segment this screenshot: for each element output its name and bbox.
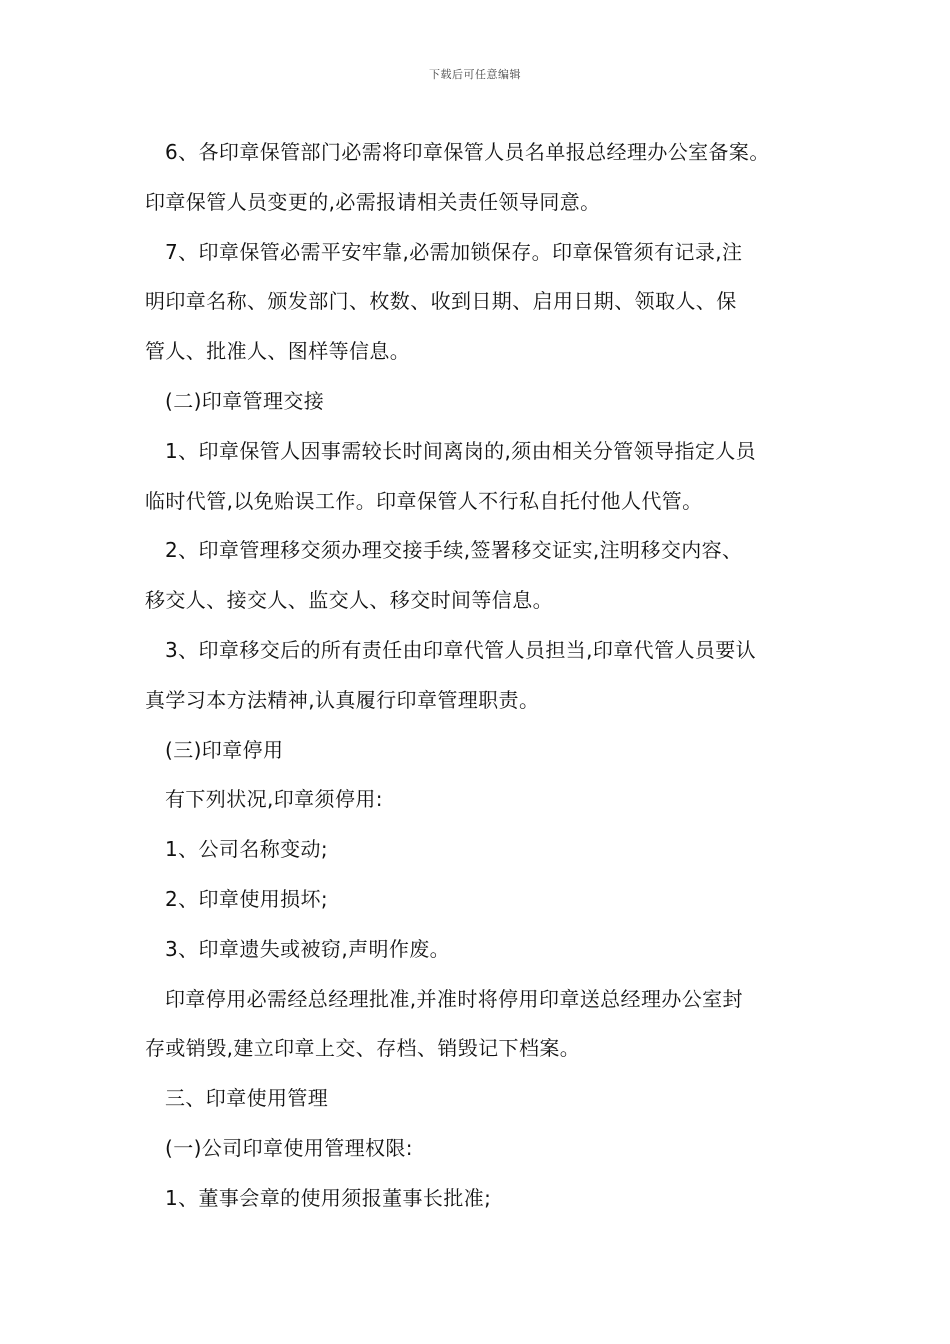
paragraph-4: [145, 427, 835, 527]
paragraph-line: (二)印章管理交接: [165, 388, 325, 413]
paragraph-line: 印章保管人员变更的,必需报请相关责任领导同意。: [145, 189, 601, 214]
paragraph-line: 3、印章移交后的所有责任由印章代管人员担当,印章代管人员要认: [165, 637, 757, 662]
paragraph-line: 7、印章保管必需平安牢靠,必需加锁保存。印章保管须有记录,注: [165, 239, 743, 264]
document-body: [145, 128, 835, 1224]
page-header: 下载后可任意编辑: [429, 68, 521, 81]
paragraph-line: 2、印章使用损坏;: [165, 886, 329, 911]
paragraph-5: [145, 526, 835, 626]
paragraph-line: 管人、批准人、图样等信息。: [145, 339, 411, 364]
section-heading-handover: [145, 377, 835, 427]
list-item: [145, 925, 835, 975]
paragraph-line: 印章停用必需经总经理批准,并准时将停用印章送总经理办公室封: [165, 986, 743, 1011]
paragraph-line: 1、董事会章的使用须报董事长批准;: [165, 1185, 492, 1210]
list-item: [145, 825, 835, 875]
paragraph-line: (一)公司印章使用管理权限:: [165, 1135, 413, 1160]
paragraph-6: [145, 626, 835, 726]
paragraph-line: (三)印章停用: [165, 737, 284, 762]
section-heading-deactivation: [145, 726, 835, 776]
paragraph-2: [145, 228, 835, 377]
paragraph-line: 1、印章保管人因事需较长时间离岗的,须由相关分管领导指定人员: [165, 438, 757, 463]
paragraph-line: 3、印章遗失或被窃,声明作废。: [165, 936, 451, 961]
paragraph-line: 三、印章使用管理: [165, 1086, 329, 1111]
paragraph-line: 明印章名称、颁发部门、枚数、收到日期、启用日期、领取人、保: [145, 289, 737, 314]
paragraph-line: 真学习本方法精神,认真履行印章管理职责。: [145, 687, 540, 712]
paragraph-12: [145, 975, 835, 1075]
paragraph-1: [145, 128, 835, 228]
subsection-heading-authority: [145, 1124, 835, 1174]
paragraph-line: 2、印章管理移交须办理交接手续,签署移交证实,注明移交内容、: [165, 538, 743, 563]
paragraph-8: [145, 775, 835, 825]
paragraph-line: 有下列状况,印章须停用:: [165, 787, 383, 812]
paragraph-line: 存或销毁,建立印章上交、存档、销毁记下档案。: [145, 1036, 581, 1061]
paragraph-line: 临时代管,以免贻误工作。印章保管人不行私自托付他人代管。: [145, 488, 703, 513]
paragraph-line: 6、各印章保管部门必需将印章保管人员名单报总经理办公室备案。: [165, 140, 770, 164]
section-heading-usage: [145, 1074, 835, 1124]
paragraph-line: 1、公司名称变动;: [165, 837, 329, 862]
paragraph-line: 移交人、接交人、监交人、移交时间等信息。: [145, 588, 553, 613]
list-item: [145, 875, 835, 925]
list-item: [145, 1174, 835, 1224]
